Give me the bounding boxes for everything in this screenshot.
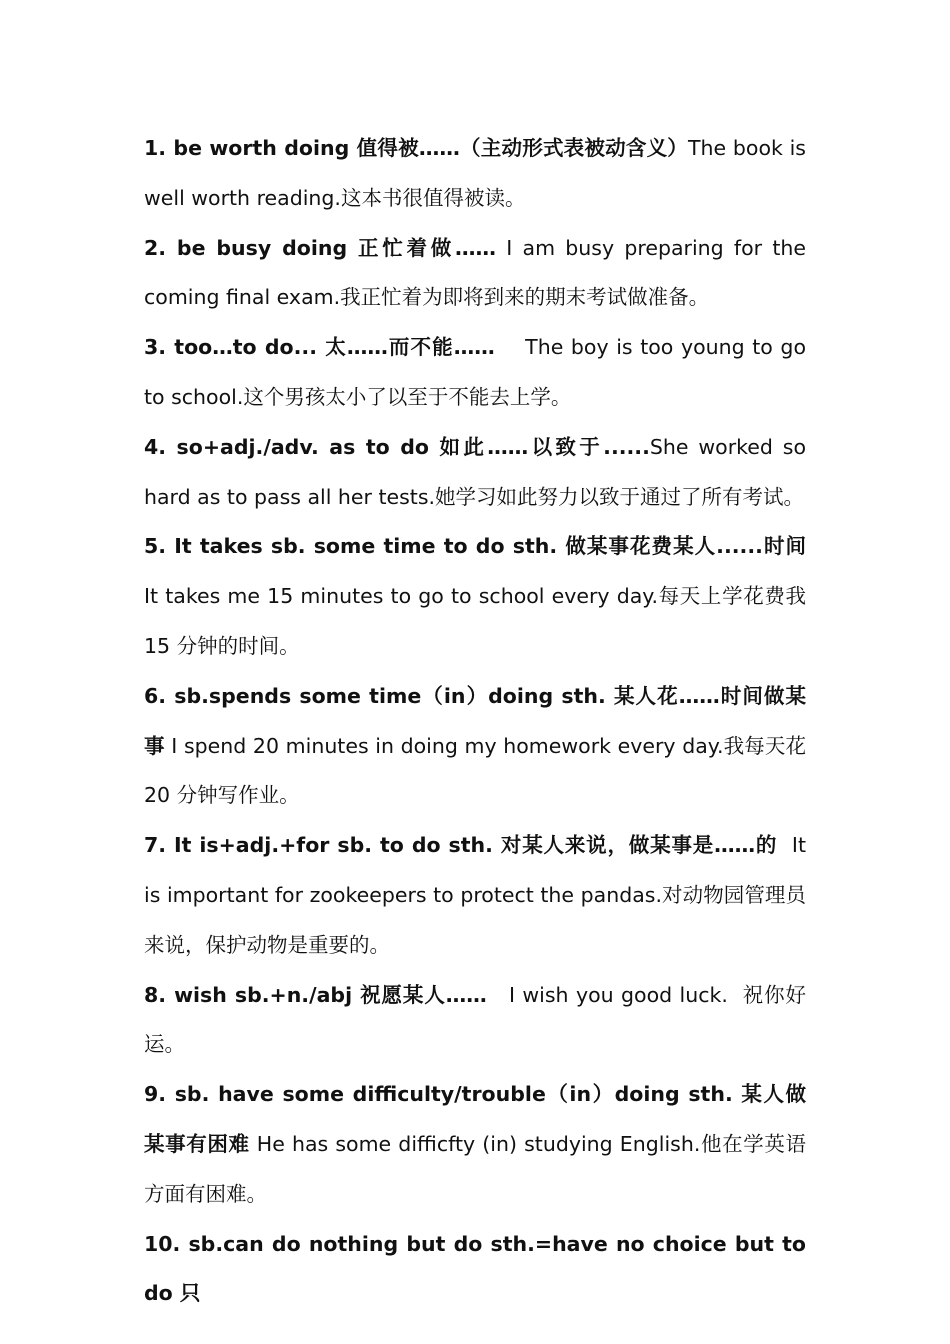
example-sentence: I am busy preparing for the coming final exam.我正忙着为即将到来的期末考试做准备。 (144, 235, 806, 310)
phrase-heading: 5. It takes sb. some time to do sth. 做某事花费某人......时间 (144, 534, 806, 559)
example-sentence: The boy is too young to go to school.这个男孩太小了以至于不能去上学。 (144, 335, 813, 409)
phrase-heading: 7. It is+adj.+for sb. to do sth. 对某人来说，做某事是……的 (144, 833, 778, 858)
example-sentence: The book is well worth reading.这本书很值得被读。 (144, 136, 806, 210)
example-sentence: He has some difficfty (in) studying English.他在学英语方面有困难。 (144, 1131, 806, 1206)
phrase-entry-9 (144, 1070, 806, 1219)
phrase-entry-10 (144, 1220, 806, 1320)
phrase-heading: 8. wish sb.+n./abj 祝愿某人…… (144, 982, 487, 1007)
example-sentence: She worked so hard as to pass all her tests.她学习如此努力以致于通过了所有考试。 (144, 434, 806, 509)
phrase-entry-7 (144, 821, 813, 970)
phrase-entry-5 (144, 522, 806, 671)
phrase-entry-8 (144, 971, 806, 1071)
example-sentence: I wish you good luck. 祝你好运。 (144, 982, 807, 1057)
phrase-heading: 4. so+adj./adv. as to do 如此……以致于...... (144, 434, 650, 459)
phrase-entry-2 (144, 224, 806, 324)
phrase-heading: 9. sb. have some difficulty/trouble（in）doing sth. 某人做某事有困难 (144, 1082, 806, 1156)
example-sentence: I spend 20 minutes in doing my homework every day.我每天花 20 分钟写作业。 (144, 733, 807, 808)
phrase-heading: 10. sb.can do nothing but do sth.=have no choice but to do 只 (144, 1231, 806, 1306)
phrase-heading: 1. be worth doing 值得被……（主动形式表被动含义） (144, 136, 689, 160)
document-page (144, 124, 813, 1319)
example-sentence: It takes me 15 minutes to go to school every day.每天上学花费我 15 分钟的时间。 (144, 584, 806, 658)
phrase-heading: 6. sb.spends some time（in）doing sth. 某人花……时间做某事 (144, 683, 806, 758)
phrase-heading: 3. too…to do... 太……而不能…… (144, 335, 495, 360)
example-sentence: It is important for zookeepers to protect the pandas.对动物园管理员来说，保护动物是重要的。 (144, 833, 813, 957)
phrase-entry-1 (144, 124, 806, 224)
phrase-heading: 2. be busy doing 正忙着做…… (144, 235, 496, 260)
phrase-entry-6 (144, 672, 806, 821)
phrase-entry-3 (144, 323, 813, 423)
phrase-entry-4 (144, 423, 806, 523)
